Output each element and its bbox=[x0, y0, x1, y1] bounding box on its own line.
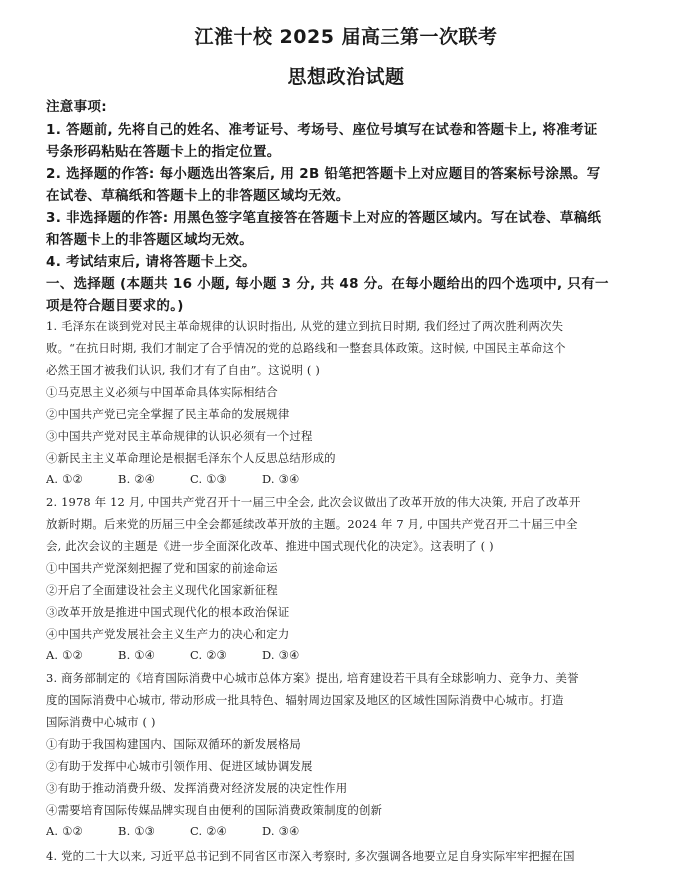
question-stem: 国际消费中心城市 ( ) bbox=[46, 715, 156, 729]
question-stem: 1. 毛泽东在谈到党对民主革命规律的认识时指出, 从党的建立到抗日时期, 我们经过了两次胜利两次失 bbox=[46, 319, 564, 333]
notice-line: 2. 选择题的作答: 每小题选出答案后, 用 2B 铅笔把答题卡上对应题目的答案标号涂黑。写 bbox=[46, 166, 601, 182]
question-item: ④需要培育国际传媒品牌实现自由便利的国际消费政策制度的创新 bbox=[46, 803, 383, 817]
question-stem: 败。“在抗日时期, 我们才制定了合乎情况的党的总路线和一整套具体政策。这时候, 中国民主革命这个 bbox=[46, 341, 566, 355]
answer-option: B. ①④ bbox=[118, 648, 156, 662]
notice-line: 号条形码粘贴在答题卡上的指定位置。 bbox=[46, 144, 281, 160]
answer-option: A. ①② bbox=[46, 648, 83, 662]
answer-option: A. ①② bbox=[46, 472, 83, 486]
answer-option: C. ②③ bbox=[190, 648, 227, 662]
answer-options bbox=[46, 824, 666, 838]
answer-option: A. ①② bbox=[46, 824, 83, 838]
subject-title: 思想政治试题 bbox=[287, 66, 405, 88]
question-item: ③有助于推动消费升级、发挥消费对经济发展的决定性作用 bbox=[46, 781, 348, 795]
question-item: ④中国共产党发展社会主义生产力的决心和定力 bbox=[46, 627, 290, 641]
question-item: ①马克思主义必须与中国革命具体实际相结合 bbox=[46, 385, 278, 399]
answer-option: C. ②④ bbox=[190, 824, 227, 838]
notice-line: 3. 非选择题的作答: 用黑色签字笔直接答在答题卡上对应的答题区域内。写在试卷、草稿纸 bbox=[46, 210, 602, 226]
question-item: ②有助于发挥中心城市引领作用、促进区域协调发展 bbox=[46, 759, 313, 773]
question-item: ①中国共产党深刻把握了党和国家的前途命运 bbox=[46, 561, 278, 575]
section-heading: 一、选择题 (本题共 16 小题, 每小题 3 分, 共 48 分。在每小题给出的四个选项中, 只有一 bbox=[46, 276, 609, 292]
answer-option: D. ③④ bbox=[262, 472, 300, 486]
answer-options bbox=[46, 648, 666, 662]
question-stem: 2. 1978 年 12 月, 中国共产党召开十一届三中全会, 此次会议做出了改革开放的伟大决策, 开启了改革开 bbox=[46, 495, 581, 509]
question-stem: 放新时期。后来党的历届三中全会都延续改革开放的主题。2024 年 7 月, 中国共产党召开二十届三中全 bbox=[46, 517, 578, 531]
question-item: ②开启了全面建设社会主义现代化国家新征程 bbox=[46, 583, 278, 597]
question-item: ③改革开放是推进中国式现代化的根本政治保证 bbox=[46, 605, 290, 619]
notice-line: 1. 答题前, 先将自己的姓名、准考证号、考场号、座位号填写在试卷和答题卡上, 将准考证 bbox=[46, 122, 598, 138]
answer-options bbox=[46, 472, 666, 486]
question-stem: 必然王国才被我们认识, 我们才有了自由”。这说明 ( ) bbox=[46, 363, 320, 377]
question-stem: 度的国际消费中心城市, 带动形成一批具特色、辐射周边国家及地区的区域性国际消费中心城市。打造 bbox=[46, 693, 564, 707]
notice-heading: 注意事项: bbox=[46, 99, 107, 115]
exam-title: 江淮十校 2025 届高三第一次联考 bbox=[194, 26, 498, 48]
section-heading: 项是符合题目要求的。) bbox=[46, 298, 184, 314]
answer-option: C. ①③ bbox=[190, 472, 227, 486]
question-item: ④新民主主义革命理论是根据毛泽东个人反思总结形成的 bbox=[46, 451, 336, 465]
notice-line: 和答题卡上的非答题区域均无效。 bbox=[46, 232, 253, 248]
answer-option: D. ③④ bbox=[262, 648, 300, 662]
question-item: ①有助于我国构建国内、国际双循环的新发展格局 bbox=[46, 737, 301, 751]
question-item: ②中国共产党已完全掌握了民主革命的发展规律 bbox=[46, 407, 290, 421]
question-stem: 3. 商务部制定的《培育国际消费中心城市总体方案》提出, 培育建设若干具有全球影响力、竞争力、美誉 bbox=[46, 671, 579, 685]
question-item: ③中国共产党对民主革命规律的认识必须有一个过程 bbox=[46, 429, 313, 443]
question-stem: 会, 此次会议的主题是《进一步全面深化改革、推进中国式现代化的决定》。这表明了 ( ) bbox=[46, 539, 494, 553]
answer-option: D. ③④ bbox=[262, 824, 300, 838]
notice-line: 4. 考试结束后, 请将答题卡上交。 bbox=[46, 254, 256, 270]
question-stem: 4. 党的二十大以来, 习近平总书记到不同省区市深入考察时, 多次强调各地要立足自身实际牢牢把握在国 bbox=[46, 849, 575, 863]
answer-option: B. ②④ bbox=[118, 472, 156, 486]
answer-option: B. ①③ bbox=[118, 824, 156, 838]
notice-line: 在试卷、草稿纸和答题卡上的非答题区域均无效。 bbox=[46, 188, 350, 204]
